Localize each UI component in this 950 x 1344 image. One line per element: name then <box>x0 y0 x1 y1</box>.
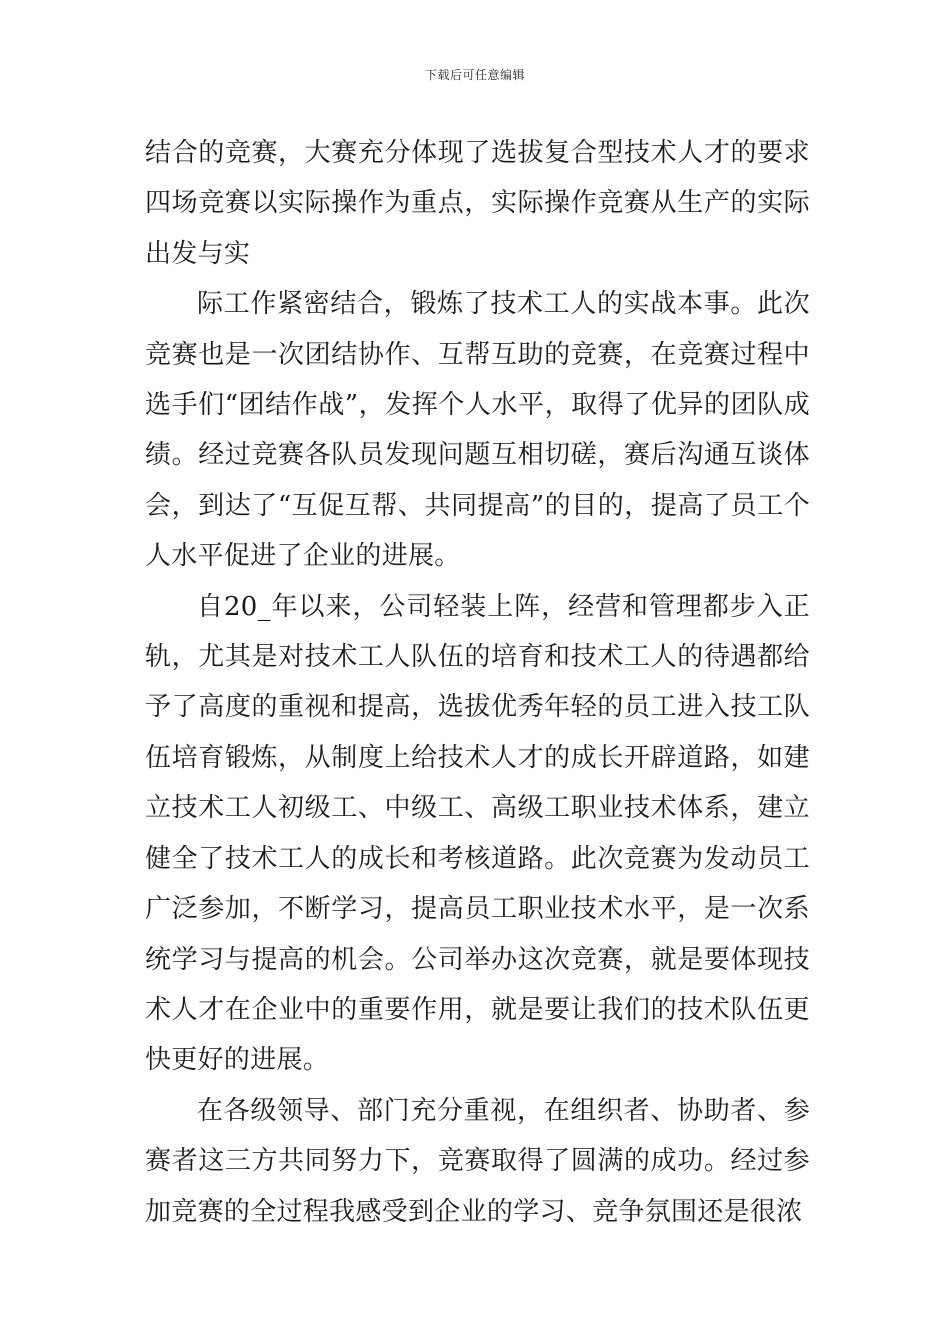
paragraph-1: 结合的竞赛，大赛充分体现了选拔复合型技术人才的要求四场竞赛以实际操作为重点，实际操作竞赛从生产的实际出发与实 <box>145 138 810 269</box>
paragraph-4: 在各级领导、部门充分重视，在组织者、协助者、参赛者这三方共同努力下，竞赛取得了圆满的成功。经过参加竞赛的全过程我感受到企业的学习、竞争氛围还是很浓 <box>145 1095 810 1227</box>
paragraph-3: 自20_年以来，公司轻装上阵，经营和管理都步入正轨，尤其是对技术工人队伍的培育和技术工人的待遇都给予了高度的重视和提高，选拔优秀年轻的员工进入技工队伍培育锻炼，从制度上给技术人才的成长开辟道路，如建立技术工人初级工、中级工、高级工职业技术体系，建立健全了技术工人的成长和考核道路。此次竞赛为发动员工广泛参加，不断学习，提高员工职业技术水平，是一次系统学习与提高的机会。公司举办这次竞赛，就是要体现技术人才在企业中的重要作用，就是要让我们的技术队伍更快更好的进展。 <box>145 591 810 1076</box>
document-body <box>145 128 810 1237</box>
header-note: 下载后可任意编辑 <box>424 68 525 82</box>
paragraph-2: 际工作紧密结合，锻炼了技术工人的实战本事。此次竞赛也是一次团结协作、互帮互助的竞赛，在竞赛过程中选手们“团结作战”，发挥个人水平，取得了优异的团队成绩。经过竞赛各队员发现问题互相切磋，赛后沟通互谈体会，到达了“互促互帮、共同提高”的目的，提高了员工个人水平促进了企业的进展。 <box>145 289 810 572</box>
